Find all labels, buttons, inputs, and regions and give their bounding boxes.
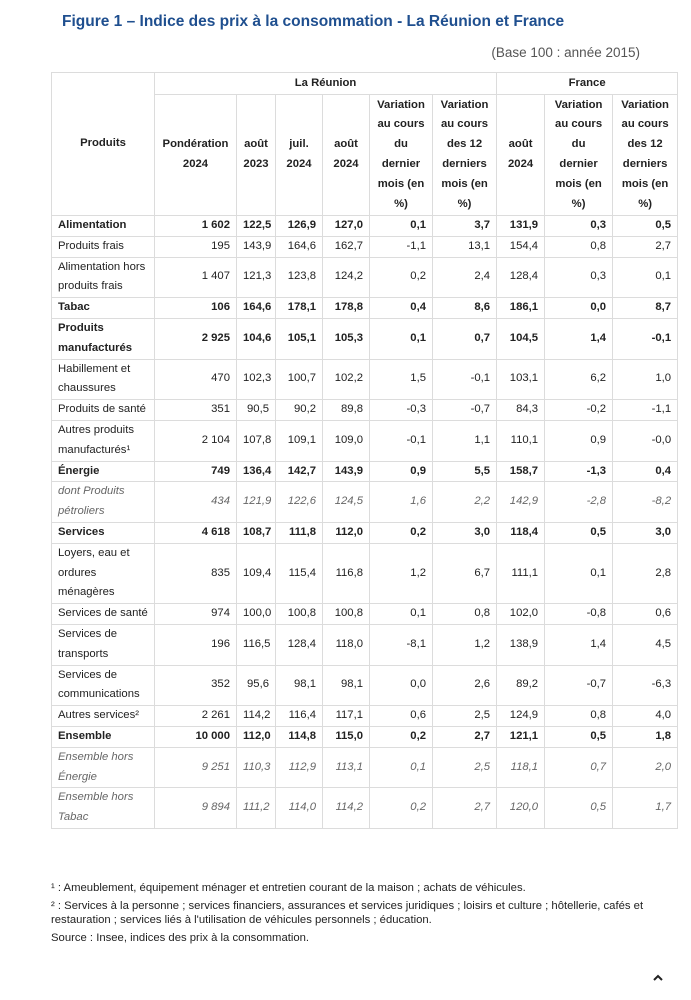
table-cell: 2,0 [613,747,678,788]
row-label: Habillement et chaussures [52,359,155,400]
table-cell: 100,0 [237,604,276,625]
table-row [52,298,678,319]
table-cell: 124,2 [323,257,370,298]
table-cell: 104,6 [237,318,276,359]
table-cell: 13,1 [433,236,497,257]
table-cell: 118,4 [497,522,545,543]
table-row [52,216,678,237]
table-cell: 2,6 [433,665,497,706]
header-aout-2023: août 2023 [237,95,276,216]
footnote-2: ² : Services à la personne ; services financiers, assurances et services juridiques ; loisirs et culture ; hôtellerie, cafés et restauration ; services liés à l'utilisation de véhicules personnels ; éducation. [51,899,644,926]
table-cell: 0,5 [545,522,613,543]
table-row [52,665,678,706]
table-cell: 154,4 [497,236,545,257]
row-label: Tabac [52,298,155,319]
table-cell: 162,7 [323,236,370,257]
table-cell: 0,1 [370,318,433,359]
table-cell: 196 [155,624,237,665]
header-juil-2024: juil. 2024 [276,95,323,216]
table-cell: 351 [155,400,237,421]
table-cell: 111,8 [276,522,323,543]
table-cell: 8,6 [433,298,497,319]
table-cell: 4 618 [155,522,237,543]
table-cell: 116,5 [237,624,276,665]
table-row [52,257,678,298]
table-cell: 109,1 [276,420,323,461]
table-cell: -0,2 [545,400,613,421]
base-note: (Base 100 : année 2015) [491,45,640,60]
table-cell: -0,7 [433,400,497,421]
table-cell: 164,6 [237,298,276,319]
table-row [52,482,678,523]
price-index-table [51,72,678,829]
table-cell: 1,1 [433,420,497,461]
table-cell: 1,4 [545,318,613,359]
table-cell: 0,6 [613,604,678,625]
table-cell: 0,5 [545,726,613,747]
row-label: Ensemble hors Énergie [52,747,155,788]
table-row [52,788,678,829]
table-cell: 3,0 [613,522,678,543]
table-cell: 120,0 [497,788,545,829]
header-group-reunion: La Réunion [155,73,497,95]
table-cell: 9 894 [155,788,237,829]
table-cell: 164,6 [276,236,323,257]
table-cell: 0,2 [370,788,433,829]
table-row [52,624,678,665]
table-cell: 0,0 [545,298,613,319]
table-cell: 352 [155,665,237,706]
table-cell: 90,5 [237,400,276,421]
table-cell: 115,4 [276,543,323,603]
table-cell: 0,8 [545,236,613,257]
table-cell: 0,1 [370,216,433,237]
table-cell: 2,7 [433,726,497,747]
table-cell: 0,1 [370,747,433,788]
table-cell: 122,5 [237,216,276,237]
table-cell: 1,7 [613,788,678,829]
header-france-variation-mois: Variation au cours du dernier mois (en %) [545,95,613,216]
row-label: dont Produits pétroliers [52,482,155,523]
table-cell: -0,1 [613,318,678,359]
table-row [52,543,678,603]
table-cell: 2,4 [433,257,497,298]
table-cell: 121,1 [497,726,545,747]
table-cell: 109,4 [237,543,276,603]
table-cell: 102,0 [497,604,545,625]
table-cell: 9 251 [155,747,237,788]
table-cell: 100,8 [276,604,323,625]
table-cell: 143,9 [237,236,276,257]
table-cell: 2 104 [155,420,237,461]
table-cell: 5,5 [433,461,497,482]
table-row [52,359,678,400]
table-cell: 102,2 [323,359,370,400]
table-cell: 10 000 [155,726,237,747]
row-label: Produits manufacturés [52,318,155,359]
table-cell: 0,2 [370,522,433,543]
table-cell: 114,0 [276,788,323,829]
table-cell: 2 261 [155,706,237,727]
table-cell: 118,0 [323,624,370,665]
table-cell: 95,6 [237,665,276,706]
table-cell: 116,8 [323,543,370,603]
table-cell: 0,3 [545,216,613,237]
row-label: Services [52,522,155,543]
table-cell: 104,5 [497,318,545,359]
table-cell: 0,2 [370,726,433,747]
table-cell: 121,9 [237,482,276,523]
row-label: Énergie [52,461,155,482]
table-cell: 1,8 [613,726,678,747]
table-cell: 1,4 [545,624,613,665]
table-cell: 116,4 [276,706,323,727]
table-cell: 6,7 [433,543,497,603]
table-cell: 128,4 [276,624,323,665]
table-cell: -2,8 [545,482,613,523]
chevron-up-icon[interactable] [653,973,663,983]
table-cell: 178,8 [323,298,370,319]
table-cell: 0,1 [545,543,613,603]
table-cell: 186,1 [497,298,545,319]
header-france-aout-2024: août 2024 [497,95,545,216]
row-label: Ensemble [52,726,155,747]
table-cell: 131,9 [497,216,545,237]
table-cell: 974 [155,604,237,625]
table-cell: 126,9 [276,216,323,237]
header-variation-12-mois: Variation au cours des 12 derniers mois (en %) [433,95,497,216]
table-cell: 89,8 [323,400,370,421]
table-cell: 1,2 [370,543,433,603]
table-cell: 98,1 [276,665,323,706]
row-label: Autres produits manufacturés¹ [52,420,155,461]
table-cell: 0,3 [545,257,613,298]
table-cell: 121,3 [237,257,276,298]
table-cell: -0,3 [370,400,433,421]
row-label: Services de communications [52,665,155,706]
table-cell: 0,0 [370,665,433,706]
row-label: Produits de santé [52,400,155,421]
table-cell: 3,0 [433,522,497,543]
table-cell: 142,7 [276,461,323,482]
table-cell: 105,3 [323,318,370,359]
table-cell: 2,5 [433,747,497,788]
table-cell: 110,1 [497,420,545,461]
table-cell: 4,5 [613,624,678,665]
table-cell: -1,3 [545,461,613,482]
table-cell: 114,8 [276,726,323,747]
table-cell: -0,1 [433,359,497,400]
table-cell: 0,2 [370,257,433,298]
table-cell: 2,8 [613,543,678,603]
table-cell: 2,2 [433,482,497,523]
header-variation-mois: Variation au cours du dernier mois (en %) [370,95,433,216]
table-cell: 115,0 [323,726,370,747]
table-row [52,706,678,727]
table-cell: 103,1 [497,359,545,400]
table-cell: 112,0 [323,522,370,543]
table-cell: -0,1 [370,420,433,461]
table-cell: 124,5 [323,482,370,523]
table-cell: 107,8 [237,420,276,461]
row-label: Services de santé [52,604,155,625]
table-cell: -0,8 [545,604,613,625]
table-body [52,216,678,829]
table-row [52,400,678,421]
table-cell: 108,7 [237,522,276,543]
table-cell: 111,2 [237,788,276,829]
table-cell: 0,7 [433,318,497,359]
table-cell: 0,9 [545,420,613,461]
table-cell: 118,1 [497,747,545,788]
table-cell: 111,1 [497,543,545,603]
table-cell: 0,6 [370,706,433,727]
table-cell: 142,9 [497,482,545,523]
table-cell: -8,1 [370,624,433,665]
table-cell: 112,9 [276,747,323,788]
table-cell: 8,7 [613,298,678,319]
header-ponderation: Pondération 2024 [155,95,237,216]
figure-title: Figure 1 – Indice des prix à la consommation - La Réunion et France [62,13,565,30]
table-cell: 128,4 [497,257,545,298]
table-cell: 106 [155,298,237,319]
table-cell: -8,2 [613,482,678,523]
table-cell: 1,2 [433,624,497,665]
table-cell: 138,9 [497,624,545,665]
table-row [52,236,678,257]
table-cell: 2,5 [433,706,497,727]
table-cell: 3,7 [433,216,497,237]
table-row [52,461,678,482]
table-cell: 1 407 [155,257,237,298]
table-cell: 4,0 [613,706,678,727]
table-cell: 0,4 [613,461,678,482]
table-cell: 84,3 [497,400,545,421]
footnotes [51,881,651,948]
table-cell: 195 [155,236,237,257]
table-row [52,726,678,747]
footnote-1: ¹ : Ameublement, équipement ménager et entretien courant de la maison ; achats de véhicules. [51,882,526,894]
table-cell: 109,0 [323,420,370,461]
table-cell: 90,2 [276,400,323,421]
table-cell: 117,1 [323,706,370,727]
table-cell: 124,9 [497,706,545,727]
row-label: Alimentation [52,216,155,237]
table-cell: 2,7 [613,236,678,257]
table-cell: 114,2 [237,706,276,727]
header-france-variation-12-mois: Variation au cours des 12 derniers mois (en %) [613,95,678,216]
table-cell: -1,1 [370,236,433,257]
table-cell: 1,6 [370,482,433,523]
table-cell: 0,9 [370,461,433,482]
row-label: Autres services² [52,706,155,727]
table-cell: 0,8 [545,706,613,727]
table-row [52,522,678,543]
table-cell: 178,1 [276,298,323,319]
table-cell: 0,4 [370,298,433,319]
table-cell: -0,7 [545,665,613,706]
table-cell: 6,2 [545,359,613,400]
table-cell: 112,0 [237,726,276,747]
table-cell: 136,4 [237,461,276,482]
table-cell: 123,8 [276,257,323,298]
table-cell: 470 [155,359,237,400]
header-aout-2024: août 2024 [323,95,370,216]
table-cell: 835 [155,543,237,603]
table-cell: 0,7 [545,747,613,788]
table-row [52,420,678,461]
table-cell: 0,5 [545,788,613,829]
table-cell: -6,3 [613,665,678,706]
table-cell: 1,5 [370,359,433,400]
table-cell: 2 925 [155,318,237,359]
table-cell: 1,0 [613,359,678,400]
table-cell: -0,0 [613,420,678,461]
header-group-france: France [497,73,678,95]
table-cell: -1,1 [613,400,678,421]
row-label: Loyers, eau et ordures ménagères [52,543,155,603]
table-cell: 100,8 [323,604,370,625]
table-cell: 2,7 [433,788,497,829]
table-cell: 143,9 [323,461,370,482]
table-cell: 98,1 [323,665,370,706]
table-cell: 0,5 [613,216,678,237]
table-cell: 749 [155,461,237,482]
table-row [52,604,678,625]
row-label: Produits frais [52,236,155,257]
table-cell: 89,2 [497,665,545,706]
row-label: Alimentation hors produits frais [52,257,155,298]
table-cell: 113,1 [323,747,370,788]
table-cell: 0,8 [433,604,497,625]
source-note: Source : Insee, indices des prix à la consommation. [51,931,310,944]
table-cell: 1 602 [155,216,237,237]
row-label: Ensemble hors Tabac [52,788,155,829]
header-produits: Produits [52,73,155,216]
table-cell: 127,0 [323,216,370,237]
table-cell: 102,3 [237,359,276,400]
table-cell: 158,7 [497,461,545,482]
table-row [52,747,678,788]
row-label: Services de transports [52,624,155,665]
table-cell: 434 [155,482,237,523]
table-cell: 114,2 [323,788,370,829]
table-cell: 105,1 [276,318,323,359]
table-cell: 0,1 [613,257,678,298]
table-cell: 100,7 [276,359,323,400]
table-cell: 0,1 [370,604,433,625]
table-row [52,318,678,359]
table-cell: 122,6 [276,482,323,523]
table-cell: 110,3 [237,747,276,788]
